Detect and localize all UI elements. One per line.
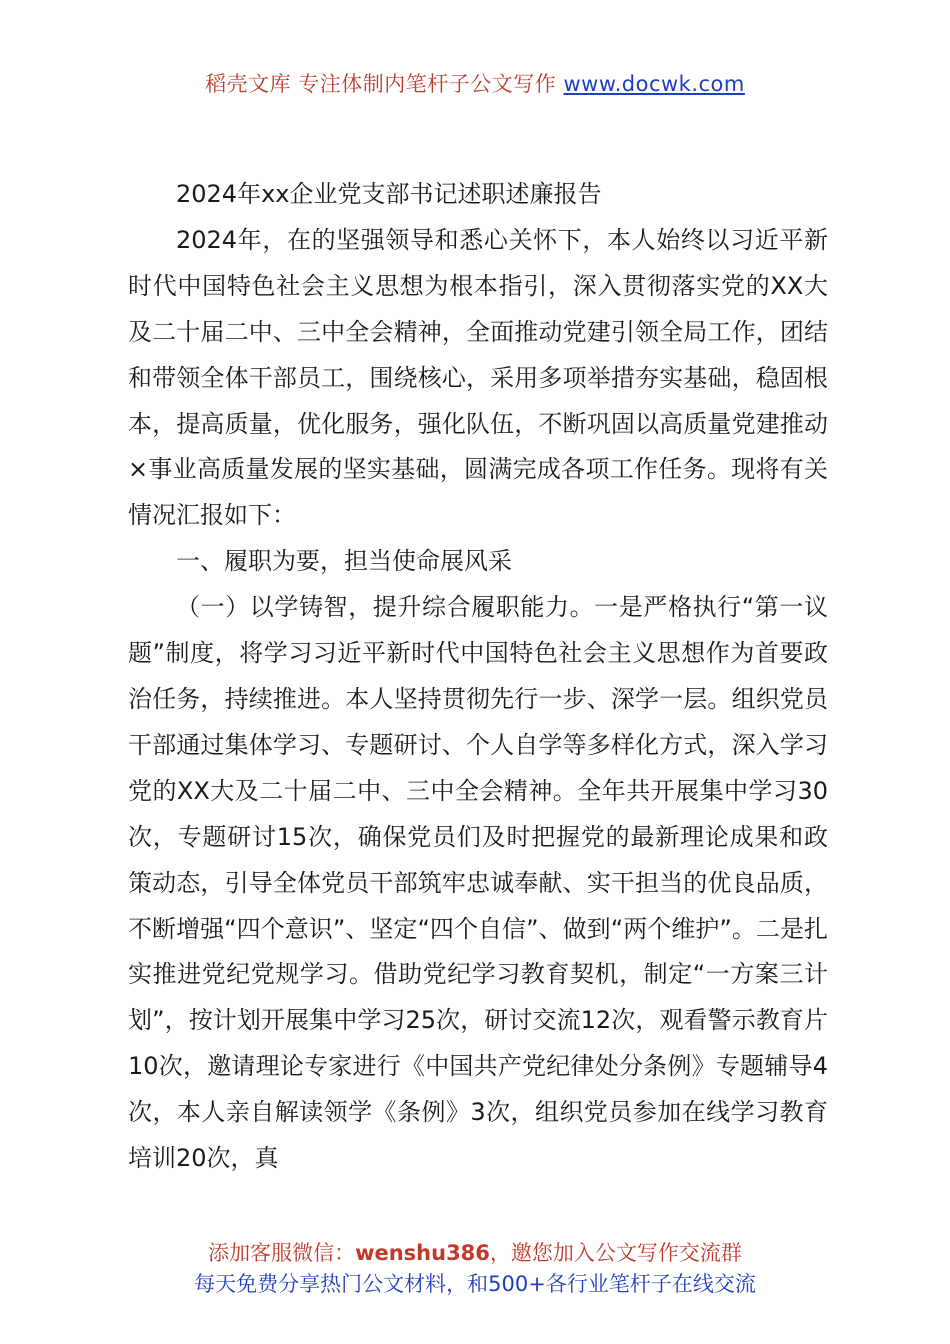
footer-contact-line bbox=[0, 1238, 950, 1269]
site-link[interactable]: www.docwk.com bbox=[563, 72, 745, 96]
body-paragraph: （一）以学铸智，提升综合履职能力。一是严格执行“第一议题”制度，将学习习近平新时代中国特色社会主义思想作为首要政治任务，持续推进。本人坚持贯彻先行一步、深学一层。组织党员干部通过集体学习、专题研讨、个人自学等多样化方式，深入学习党的XX大及二十届二中、三中全会精神。全年共开展集中学习30次，专题研讨15次，确保党员们及时把握党的最新理论成果和政策动态，引导全体党员干部筑牢忠诚奉献、实干担当的优良品质，不断增强“四个意识”、坚定“四个自信”、做到“两个维护”。二是扎实推进党纪党规学习。借助党纪学习教育契机，制定“一方案三计划”，按计划开展集中学习25次，研讨交流12次，观看警示教育片10次，邀请理论专家进行《中国共产党纪律处分条例》专题辅导4次，本人亲自解读领学《条例》3次，组织党员参加在线学习教育培训20次，真 bbox=[128, 593, 828, 1173]
footer-promo-line: 每天免费分享热门公文材料，和500+各行业笔杆子在线交流 bbox=[194, 1272, 756, 1296]
document-title: 2024年xx企业党支部书记述职述廉报告 bbox=[176, 180, 602, 208]
footer-contact-prefix: 添加客服微信： bbox=[208, 1241, 356, 1265]
site-banner bbox=[0, 68, 950, 98]
section-heading: 一、履职为要，担当使命展风采 bbox=[176, 547, 512, 576]
promo-footer bbox=[0, 1238, 950, 1300]
footer-contact-suffix: ，邀您加入公文写作交流群 bbox=[489, 1241, 742, 1265]
wechat-id: wenshu386 bbox=[355, 1241, 490, 1265]
document-body bbox=[128, 172, 828, 1182]
intro-paragraph: 2024年，在的坚强领导和悉心关怀下，本人始终以习近平新时代中国特色社会主义思想为根本指引，深入贯彻落实党的XX大及二十届二中、三中全会精神，全面推动党建引领全局工作，团结和带领全体干部员工，围绕核心，采用多项举措夯实基础，稳固根本，提高质量，优化服务，强化队伍，不断巩固以高质量党建推动×事业高质量发展的坚实基础，圆满完成各项工作任务。现将有关情况汇报如下： bbox=[128, 225, 828, 530]
brand-text: 稻壳文库 专注体制内笔杆子公文写作 bbox=[205, 72, 557, 96]
